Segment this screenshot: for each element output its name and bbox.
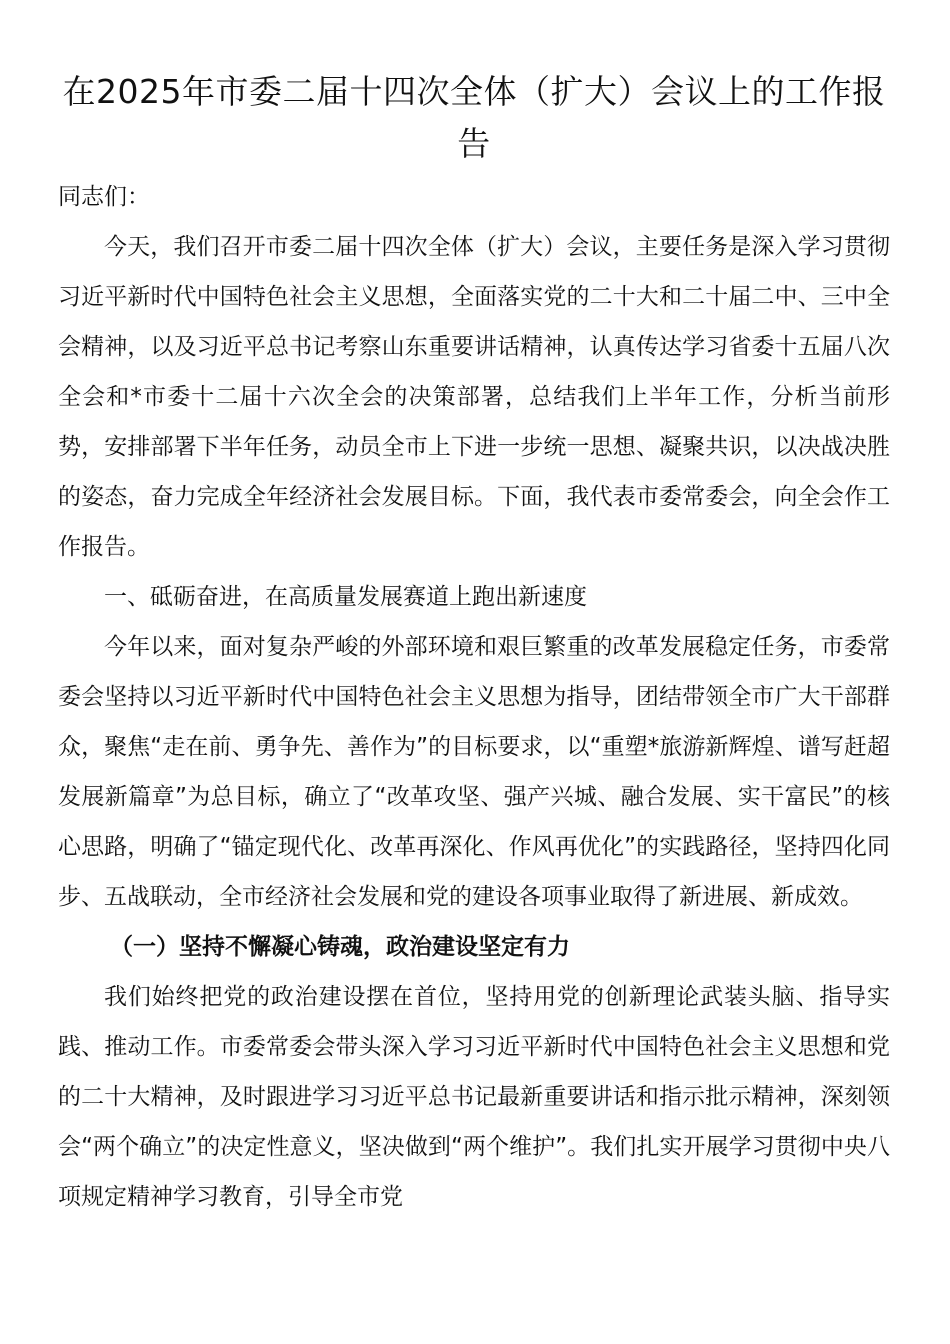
- document-title: 在2025年市委二届十四次全体（扩大）会议上的工作报告: [62, 72, 886, 163]
- subsection-1-paragraph: 我们始终把党的政治建设摆在首位，坚持用党的创新理论武装头脑、指导实践、推动工作。市委常委会带头深入学习习近平新时代中国特色社会主义思想和党的二十大精神，及时跟进学习习近平总书记最新重要讲话和指示批示精神，深刻领会“两个确立”的决定性意义，坚决做到“两个维护”。我们扎实开展学习贯彻中央八项规定精神学习教育，引导全市党: [58, 984, 890, 1210]
- salutation: 同志们：: [58, 184, 150, 210]
- subsection-1-heading: （一）坚持不懈凝心铸魂，政治建设坚定有力: [110, 934, 570, 960]
- section-1-paragraph: 今年以来，面对复杂严峻的外部环境和艰巨繁重的改革发展稳定任务，市委常委会坚持以习近平新时代中国特色社会主义思想为指导，团结带领全市广大干部群众，聚焦“走在前、勇争先、善作为”的目标要求，以“重塑*旅游新辉煌、谱写赶超发展新篇章”为总目标，确立了“改革攻坚、强产兴城、融合发展、实干富民”的核心思路，明确了“锚定现代化、改革再深化、作风再优化”的实践路径，坚持四化同步、五战联动，全市经济社会发展和党的建设各项事业取得了新进展、新成效。: [58, 634, 890, 910]
- section-1-heading: 一、砥砺奋进，在高质量发展赛道上跑出新速度: [104, 584, 587, 610]
- intro-paragraph: 今天，我们召开市委二届十四次全体（扩大）会议，主要任务是深入学习贯彻习近平新时代中国特色社会主义思想，全面落实党的二十大和二十届二中、三中全会精神，以及习近平总书记考察山东重要讲话精神，认真传达学习省委十五届八次全会和*市委十二届十六次全会的决策部署，总结我们上半年工作，分析当前形势，安排部署下半年任务，动员全市上下进一步统一思想、凝聚共识，以决战决胜的姿态，奋力完成全年经济社会发展目标。下面，我代表市委常委会，向全会作工作报告。: [58, 234, 890, 560]
